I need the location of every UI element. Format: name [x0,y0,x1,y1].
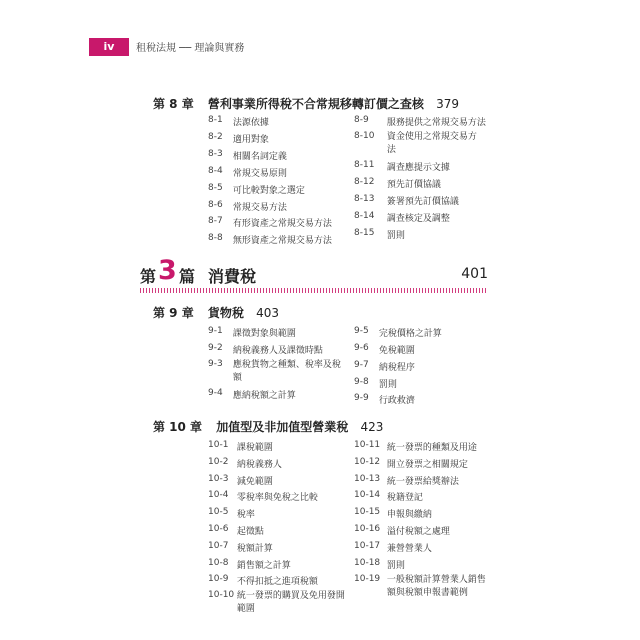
toc-item: 8-10 資金使用之常規交易方法 [354,131,477,155]
toc-item: 10-5 稅率 [208,507,255,520]
chapter-label: 第 10 章 [153,420,203,434]
part-number: 3 [158,255,177,286]
toc-item: 9-4 應納稅額之計算 [208,388,296,401]
toc-item: 9-8 罰則 [354,377,397,390]
toc-item: 8-3 相關名詞定義 [208,149,287,162]
toc-item: 9-5 完稅價格之計算 [354,326,442,339]
chapter-label: 第 9 章 [153,306,194,320]
part-title: 消費稅 [208,267,257,286]
book-title: 租稅法規 ── 理論與實務 [136,43,245,54]
toc-item: 9-2 納稅義務人及課徵時點 [208,343,323,356]
chapter-page: 403 [256,306,280,320]
toc-item: 10-14 稅籍登記 [354,490,423,503]
toc-item: 8-14 調查核定及調整 [354,211,450,224]
toc-item: 8-1 法源依據 [208,115,269,128]
part-suffix: 篇 [179,267,196,286]
toc-item: 8-12 預先訂價協議 [354,177,441,190]
toc-item: 10-6 起徵點 [208,524,264,537]
toc-item: 10-18 罰則 [354,558,405,571]
toc-item: 8-11 調查應提示文據 [354,160,450,173]
page-number-tab: iv [89,38,129,56]
toc-item: 10-7 稅額計算 [208,541,273,554]
toc-item: 9-3 應稅貨物之種類、稅率及稅額 [208,359,341,383]
chapter-10-heading [153,418,383,435]
toc-item: 10-12 開立發票之相關規定 [354,457,468,470]
toc-item: 10-10 統一發票的購買及免用發開範圍 [208,590,345,614]
toc-item: 8-13 簽署預先訂價協議 [354,194,459,207]
chapter-8-heading [153,95,459,112]
chapter-page: 379 [436,97,460,111]
toc-item: 10-4 零稅率與免稅之比較 [208,490,318,503]
chapter-label: 第 8 章 [153,97,194,111]
toc-item: 10-3 減免範圍 [208,474,273,487]
toc-item: 8-8 無形資產之常規交易方法 [208,233,332,246]
toc-item: 8-6 常規交易方法 [208,200,287,213]
toc-item: 10-16 溢付稅額之處理 [354,524,450,537]
toc-item: 8-2 適用對象 [208,132,269,145]
chapter-title: 營利事業所得稅不合常規移轉訂價之查核 [207,97,424,111]
toc-item: 10-11 統一發票的種類及用途 [354,440,477,453]
toc-item: 8-4 常規交易原則 [208,166,287,179]
chapter-9-heading [153,304,279,321]
toc-item: 10-15 申報與繳納 [354,507,432,520]
toc-item: 9-7 納稅程序 [354,360,415,373]
toc-item: 10-9 不得扣抵之進項稅額 [208,574,318,587]
toc-item: 10-13 統一發票給獎辦法 [354,474,459,487]
toc-item: 8-9 服務提供之常規交易方法 [354,115,486,128]
toc-item: 8-15 罰則 [354,228,405,241]
chapter-title: 加值型及非加值型營業稅 [216,420,349,434]
toc-item: 10-2 納稅義務人 [208,457,282,470]
page-header [0,0,640,92]
toc-item: 10-8 銷售額之計算 [208,558,291,571]
toc-item: 8-5 可比較對象之選定 [208,183,305,196]
part-prefix: 第 [140,267,157,286]
part-divider [140,288,488,293]
toc-item: 10-19 一般稅額計算營業人銷售額與稅額申報書範例 [354,574,486,598]
toc-item: 10-1 課稅範圍 [208,440,273,453]
toc-item: 9-6 免稅範圍 [354,343,415,356]
toc-item: 9-1 課徵對象與範圍 [208,326,296,339]
part-page: 401 [461,266,488,282]
toc-item: 8-7 有形資產之常規交易方法 [208,216,332,229]
chapter-page: 423 [360,420,384,434]
chapter-title: 貨物稅 [207,306,244,320]
toc-item: 10-17 兼營營業人 [354,541,432,554]
part-3-heading [140,255,488,290]
toc-item: 9-9 行政救濟 [354,393,415,406]
